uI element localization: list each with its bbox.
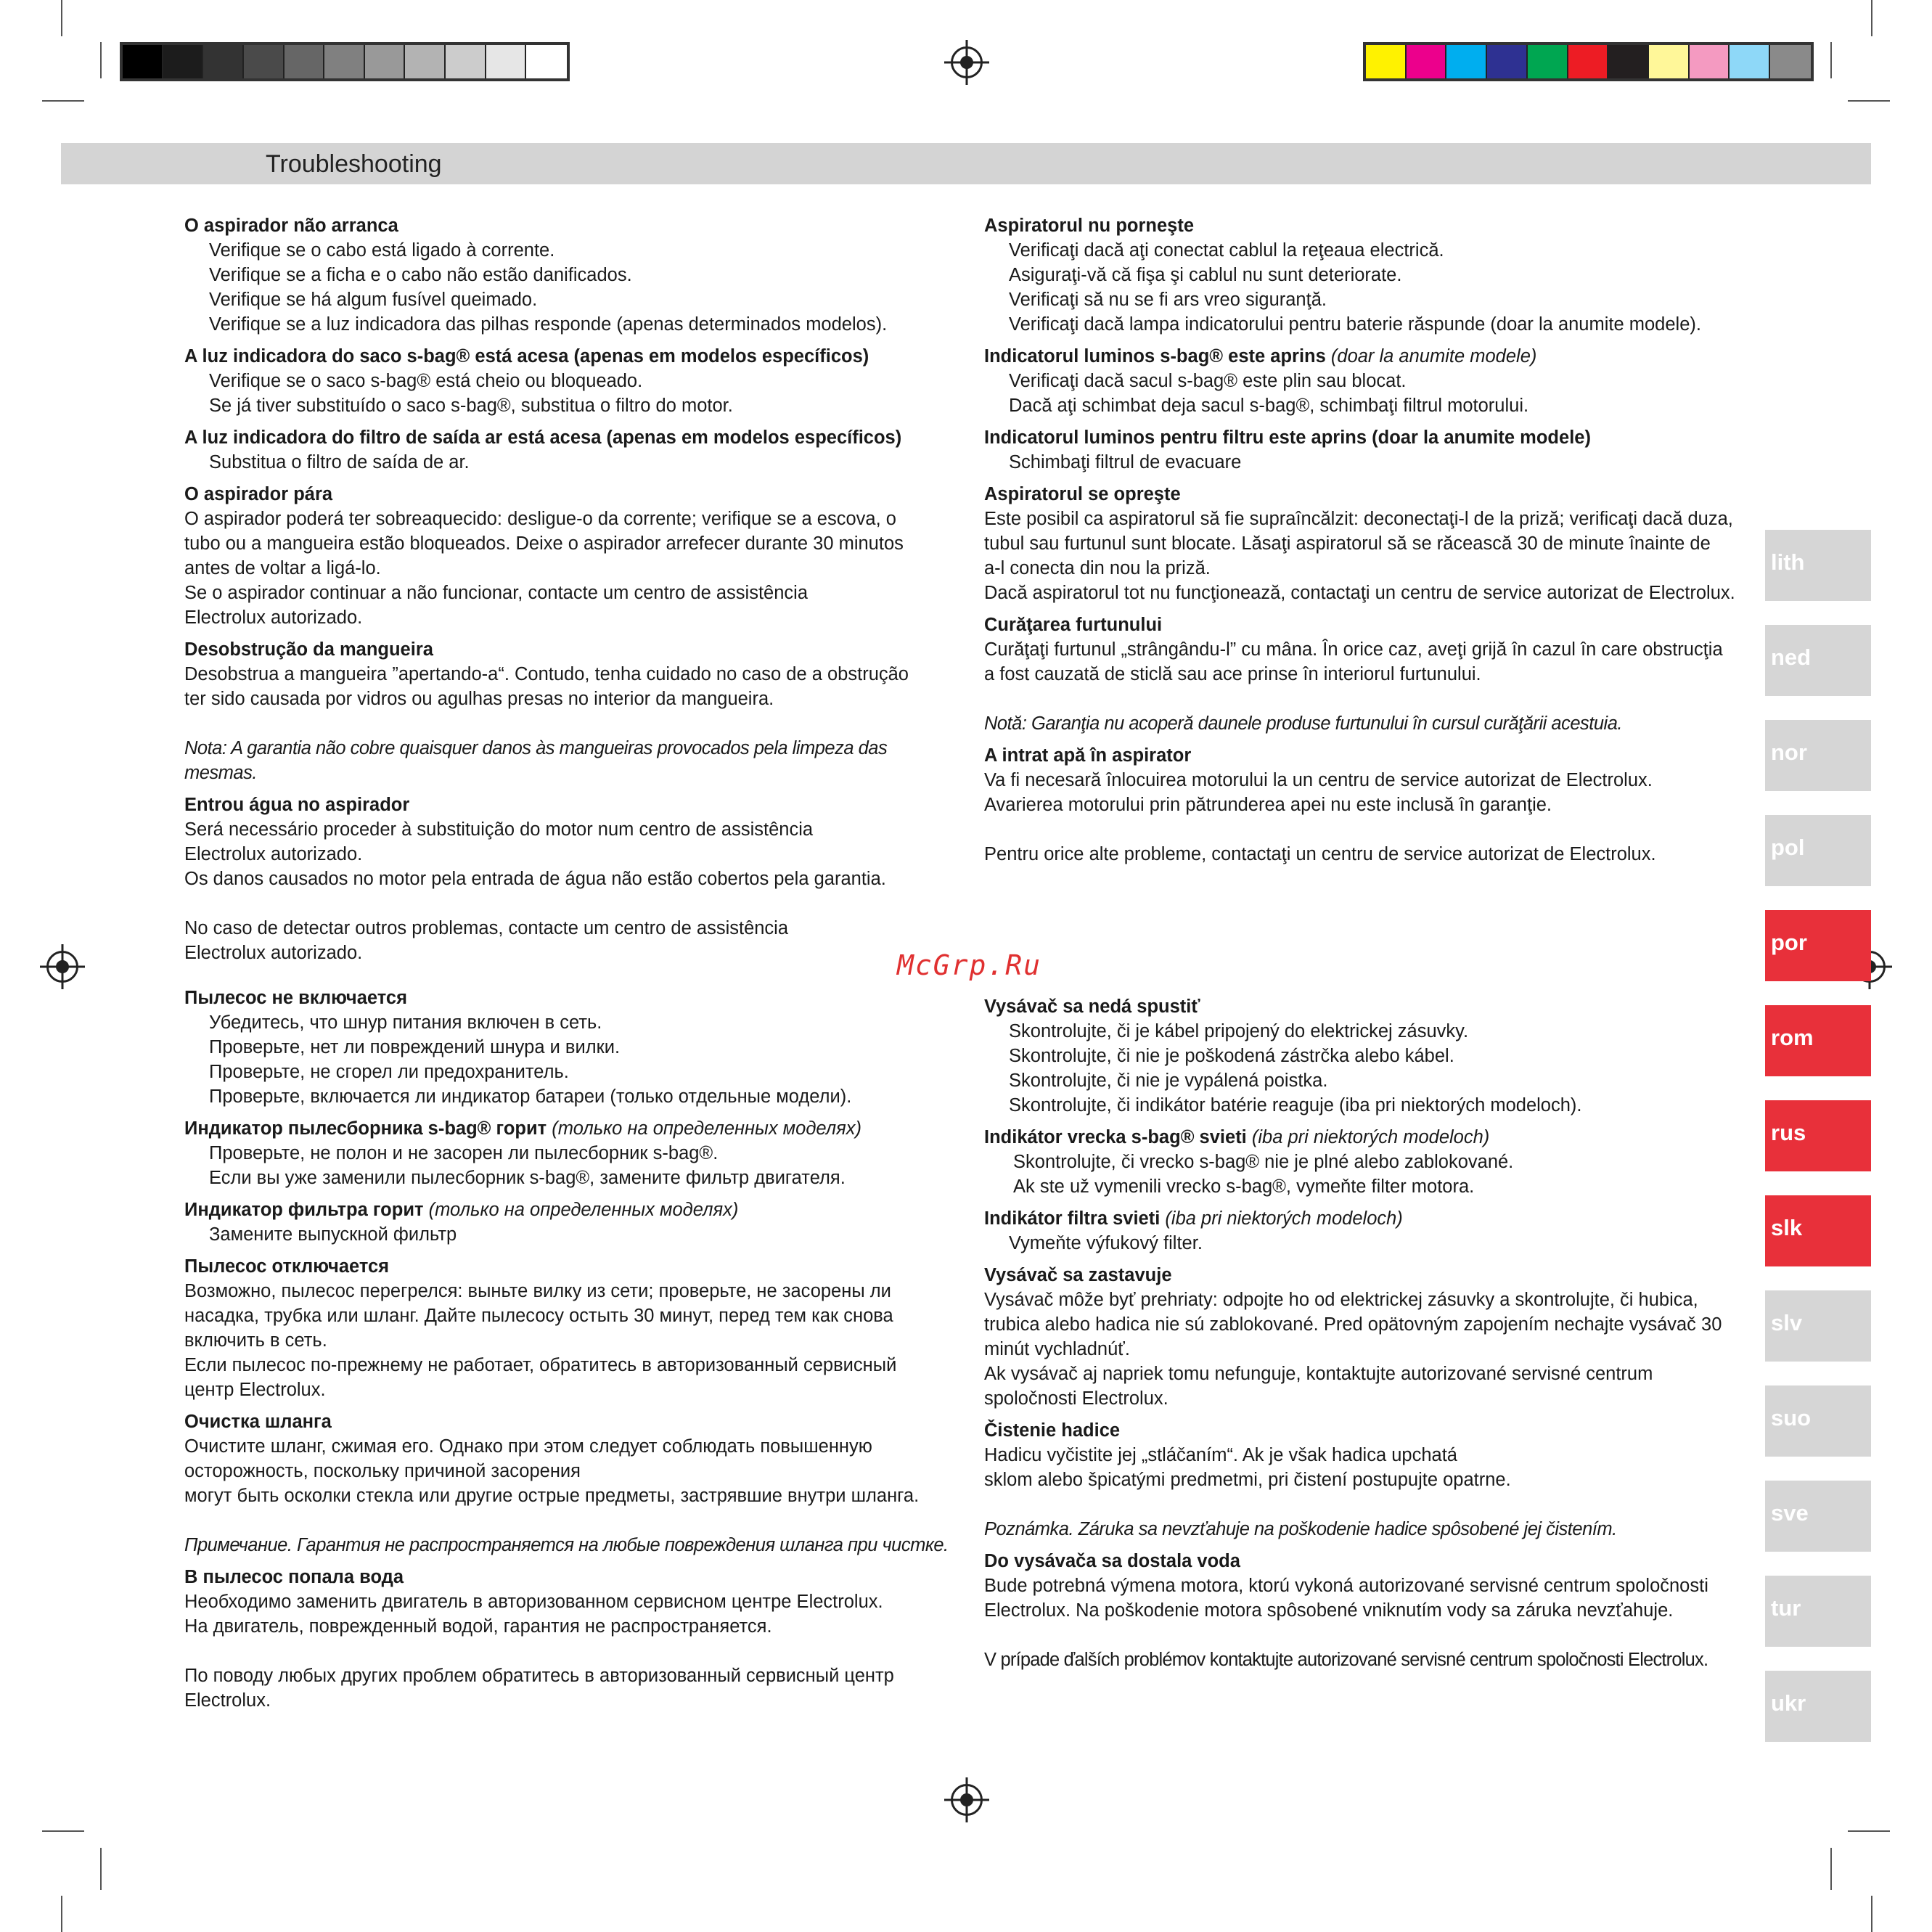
color-swatch xyxy=(446,45,486,78)
color-swatch xyxy=(1528,45,1568,78)
note: Примечание. Гарантия не распространяется на любые повреждения шланга при чистке. xyxy=(184,1535,949,1555)
heading: A luz indicadora do saco s-bag® está acesa (apenas em modelos específicos) xyxy=(184,346,869,367)
heading-qualifier: (doar la anumite modele) xyxy=(1330,346,1537,367)
paragraph-line: осторожность, поскольку причиной засорения xyxy=(184,1461,581,1481)
section-slk xyxy=(984,994,1753,1672)
page-title: Troubleshooting xyxy=(266,150,442,178)
crop-mark xyxy=(42,1830,84,1832)
registration-mark-icon xyxy=(951,46,983,78)
color-swatch xyxy=(1608,45,1649,78)
heading xyxy=(184,1116,954,1141)
list-item: Skontrolujte, či nie je poškodená zástrčka alebo kábel. xyxy=(1009,1046,1454,1066)
process-color-bar xyxy=(1363,42,1814,81)
crop-mark xyxy=(100,1848,102,1890)
tab-sve[interactable]: sve xyxy=(1765,1481,1871,1552)
paragraph-line: центр Electrolux. xyxy=(184,1380,326,1400)
color-swatch xyxy=(1366,45,1407,78)
tab-rus[interactable]: rus xyxy=(1765,1100,1871,1171)
heading: Entrou água no aspirador xyxy=(184,795,410,815)
color-swatch xyxy=(1487,45,1528,78)
watermark: McGrp.Ru xyxy=(897,949,1042,981)
heading-qualifier: (только на определенных моделях) xyxy=(552,1118,862,1139)
list-item: Проверьте, нет ли повреждений шнура и вилки. xyxy=(209,1037,621,1057)
heading: Do vysávača sa dostala voda xyxy=(984,1551,1240,1571)
paragraph-line: Va fi necesară înlocuirea motorului la un centru de service autorizat de Electrolux. xyxy=(984,770,1653,790)
heading: A intrat apă în aspirator xyxy=(984,745,1192,766)
heading-qualifier: (iba pri niektorých modeloch) xyxy=(1165,1208,1403,1229)
list-item: Verifique se o saco s-bag® está cheio ou bloqueado. xyxy=(209,371,643,391)
crop-mark xyxy=(1830,42,1832,78)
list-item: Замените выпускной фильтр xyxy=(209,1224,457,1245)
paragraph-line: ter sido causada por vidros ou agulhas presas no interior da mangueira. xyxy=(184,689,774,709)
paragraph-line: No caso de detectar outros problemas, contacte um centro de assistência xyxy=(184,918,789,938)
list-item: Vymeňte výfukový filter. xyxy=(1009,1233,1203,1253)
heading: Пылесос не включается xyxy=(184,988,407,1008)
paragraph-line: Avarierea motorului prin pătrunderea apei nu este inclusă în garanţie. xyxy=(984,795,1552,815)
paragraph-line: spoločnosti Electrolux. xyxy=(984,1388,1168,1409)
crop-mark xyxy=(1848,1830,1890,1832)
crop-mark xyxy=(1871,1896,1872,1932)
heading: Очистка шланга xyxy=(184,1412,332,1432)
color-swatch xyxy=(203,45,244,78)
heading: Čistenie hadice xyxy=(984,1420,1121,1441)
list-item: Skontrolujte, či je kábel pripojený do elektrickej zásuvky. xyxy=(1009,1021,1469,1041)
paragraph-line: Pentru orice alte probleme, contactaţi un centru de service autorizat de Electrolux. xyxy=(984,844,1656,864)
paragraph-line: V prípade ďalších problémov kontaktujte autorizované servisné centrum spoločnosti Electrolux. xyxy=(984,1650,1708,1670)
color-swatch xyxy=(244,45,285,78)
heading-text: Indikátor filtra svieti xyxy=(984,1208,1161,1229)
list-item: Проверьте, не полон и не засорен ли пылесборник s-bag®. xyxy=(209,1143,719,1163)
tab-tur[interactable]: tur xyxy=(1765,1576,1871,1647)
heading: O aspirador não arranca xyxy=(184,216,398,236)
heading: В пылесос попала вода xyxy=(184,1567,404,1587)
paragraph-line: Vysávač môže byť prehriaty: odpojte ho od elektrickej zásuvky a skontrolujte, či hubica, xyxy=(984,1290,1698,1310)
list-item: Skontrolujte, či indikátor batérie reaguje (iba pri niektorých modeloch). xyxy=(1009,1095,1582,1116)
paragraph-line: a fost cauzată de sticlă sau ace prinse în interiorul furtunului. xyxy=(984,664,1481,684)
color-swatch xyxy=(405,45,446,78)
paragraph-line: Electrolux. xyxy=(184,1690,271,1711)
language-tabs xyxy=(1765,530,1871,1766)
color-swatch xyxy=(1446,45,1487,78)
list-item: Убедитесь, что шнур питания включен в сеть. xyxy=(209,1012,602,1033)
paragraph-line: Необходимо заменить двигатель в авторизованном сервисном центре Electrolux. xyxy=(184,1592,883,1612)
crop-mark xyxy=(61,0,62,36)
paragraph-line: Electrolux autorizado. xyxy=(184,943,363,963)
color-swatch xyxy=(1770,45,1811,78)
paragraph-line: a-l conecta din nou la priză. xyxy=(984,558,1211,578)
list-item: Asiguraţi-vă că fişa şi cablul nu sunt deteriorate. xyxy=(1009,265,1402,285)
section-rom xyxy=(984,213,1753,867)
crop-mark xyxy=(42,100,84,102)
paragraph-line: Bude potrebná výmena motora, ktorú vykoná autorizované servisné centrum spoločnosti xyxy=(984,1576,1708,1596)
heading xyxy=(984,1125,1753,1150)
paragraph-line: sklom alebo špicatými predmetmi, pri čistení postupujte opatrne. xyxy=(984,1470,1511,1490)
list-item: Verificaţi dacă aţi conectat cablul la reţeaua electrică. xyxy=(1009,240,1444,261)
tab-ukr[interactable]: ukr xyxy=(1765,1671,1871,1742)
heading-text: Индикатор фильтра горит xyxy=(184,1200,424,1220)
heading-qualifier: (iba pri niektorých modeloch) xyxy=(1251,1127,1490,1147)
heading: Desobstrução da mangueira xyxy=(184,639,433,660)
color-swatch xyxy=(365,45,406,78)
paragraph-line: Electrolux autorizado. xyxy=(184,844,363,864)
tab-pol[interactable]: pol xyxy=(1765,815,1871,886)
heading: Vysávač sa nedá spustiť xyxy=(984,996,1200,1017)
color-swatch xyxy=(526,45,567,78)
crop-mark xyxy=(1848,100,1890,102)
paragraph-line: Если пылесос по-прежнему не работает, обратитесь в авторизованный сервисный xyxy=(184,1355,897,1375)
heading: O aspirador pára xyxy=(184,484,333,504)
paragraph-line: minút vychladnúť. xyxy=(984,1339,1130,1359)
tab-nor[interactable]: nor xyxy=(1765,720,1871,791)
color-swatch xyxy=(324,45,365,78)
list-item: Verificaţi să nu se fi ars vreo siguranţă. xyxy=(1009,290,1327,310)
paragraph-line: O aspirador poderá ter sobreaquecido: desligue-o da corrente; verifique se a escova, o xyxy=(184,509,896,529)
color-swatch xyxy=(1568,45,1609,78)
note: Notă: Garanţia nu acoperă daunele produse furtunului în cursul curăţării acestuia. xyxy=(984,713,1622,734)
registration-mark-icon xyxy=(46,951,78,983)
color-swatch xyxy=(486,45,527,78)
color-swatch xyxy=(1730,45,1770,78)
heading: Aspiratorul se opreşte xyxy=(984,484,1181,504)
section-header xyxy=(61,143,1871,184)
list-item: Verifique se há algum fusível queimado. xyxy=(209,290,538,310)
color-swatch xyxy=(1690,45,1730,78)
heading xyxy=(184,1198,954,1222)
color-swatch xyxy=(1649,45,1690,78)
list-item: Se já tiver substituído o saco s-bag®, substitua o filtro do motor. xyxy=(209,396,733,416)
section-rus xyxy=(184,986,954,1713)
paragraph-line: Se o aspirador continuar a não funcionar, contacte um centro de assistência xyxy=(184,583,809,603)
paragraph-line: Dacă aspiratorul tot nu funcţionează, contactaţi un centru de service autorizat de Electrolux. xyxy=(984,583,1735,603)
paragraph-line: Curăţaţi furtunul „strângându-l” cu mâna. În orice caz, aveţi grijă în cazul în care obstrucţia xyxy=(984,639,1723,660)
grayscale-color-bar xyxy=(120,42,570,81)
paragraph-line: tubo ou a mangueira estão bloqueados. Deixe o aspirador arrefecer durante 30 minutos xyxy=(184,533,904,554)
list-item: Verificaţi dacă lampa indicatorului pentru baterie răspunde (doar la anumite modele). xyxy=(1009,314,1701,335)
heading: A luz indicadora do filtro de saída ar está acesa (apenas em modelos específicos) xyxy=(184,427,902,448)
note: Nota: A garantia não cobre quaisquer danos às mangueiras provocados pela limpeza das mesmas. xyxy=(184,738,888,783)
list-item: Ak ste už vymenili vrecko s-bag®, vymeňte filter motora. xyxy=(1013,1176,1475,1197)
list-item: Skontrolujte, či vrecko s-bag® nie je plné alebo zablokované. xyxy=(1013,1152,1514,1172)
heading: Indicatorul luminos pentru filtru este aprins (doar la anumite modele) xyxy=(984,427,1591,448)
paragraph-line: насадка, трубка или шланг. Дайте пылесосу остыть 30 минут, перед тем как снова xyxy=(184,1306,893,1326)
note: Poznámka. Záruka sa nevzťahuje na poškodenie hadice spôsobené jej čistením. xyxy=(984,1519,1617,1539)
paragraph-line: Ak vysávač aj napriek tomu nefunguje, kontaktujte autorizované servisné centrum xyxy=(984,1364,1653,1384)
list-item: Проверьте, включается ли индикатор батареи (только отдельные модели). xyxy=(209,1086,852,1107)
heading xyxy=(984,344,1753,369)
paragraph-line: Electrolux. Na poškodenie motora spôsobené vniknutím vody sa záruka nevzťahuje. xyxy=(984,1600,1674,1621)
list-item: Schimbaţi filtrul de evacuare xyxy=(1009,452,1242,472)
paragraph-line: Este posibil ca aspiratorul să fie supraîncălzit: deconectaţi-l de la priză; verificaţi dacă duza, xyxy=(984,509,1733,529)
list-item: Verifique se o cabo está ligado à corrente. xyxy=(209,240,555,261)
tab-por[interactable]: por xyxy=(1765,910,1871,981)
paragraph-line: Os danos causados no motor pela entrada de água não estão cobertos pela garantia. xyxy=(184,869,886,889)
color-swatch xyxy=(285,45,325,78)
crop-mark xyxy=(1871,0,1872,36)
tab-ned[interactable]: ned xyxy=(1765,625,1871,696)
paragraph-line: Electrolux autorizado. xyxy=(184,607,363,628)
list-item: Verifique se a ficha e o cabo não estão danificados. xyxy=(209,265,632,285)
paragraph-line: Очистите шланг, сжимая его. Однако при этом следует соблюдать повышенную xyxy=(184,1436,872,1457)
heading: Пылесос отключается xyxy=(184,1256,390,1277)
paragraph-line: Desobstrua a mangueira ”apertando-a“. Contudo, tenha cuidado no caso de a obstrução xyxy=(184,664,909,684)
paragraph-line: antes de voltar a ligá-lo. xyxy=(184,558,381,578)
heading: Aspiratorul nu porneşte xyxy=(984,216,1195,236)
paragraph-line: Será necessário proceder à substituição do motor num centro de assistência xyxy=(184,819,814,840)
tab-slv[interactable]: slv xyxy=(1765,1290,1871,1362)
color-swatch xyxy=(1407,45,1447,78)
heading-qualifier: (только на определенных моделях) xyxy=(428,1200,739,1220)
paragraph-line: По поводу любых других проблем обратитесь в авторизованный сервисный центр xyxy=(184,1666,894,1686)
list-item: Substitua o filtro de saída de ar. xyxy=(209,452,470,472)
list-item: Если вы уже заменили пылесборник s-bag®, замените фильтр двигателя. xyxy=(209,1168,846,1188)
color-swatch xyxy=(123,45,163,78)
paragraph-line: включить в сеть. xyxy=(184,1330,327,1351)
tab-slk[interactable]: slk xyxy=(1765,1195,1871,1266)
list-item: Skontrolujte, či nie je vypálená poistka. xyxy=(1009,1071,1328,1091)
crop-mark xyxy=(100,42,102,78)
list-item: Dacă aţi schimbat deja sacul s-bag®, schimbaţi filtrul motorului. xyxy=(1009,396,1529,416)
section-por xyxy=(184,213,946,965)
heading-text: Индикатор пылесборника s-bag® горит xyxy=(184,1118,547,1139)
paragraph-line: trubica alebo hadica nie sú zablokované. Pred opätovným zapojením nechajte vysávač 30 xyxy=(984,1314,1722,1335)
heading: Vysávač sa zastavuje xyxy=(984,1265,1172,1285)
paragraph-line: могут быть осколки стекла или другие острые предметы, застрявшие внутри шланга. xyxy=(184,1486,920,1506)
paragraph-line: tubul sau furtunul sunt blocate. Lăsaţi aspiratorul să se răcească 30 de minute înainte de xyxy=(984,533,1711,554)
tab-rom[interactable]: rom xyxy=(1765,1005,1871,1076)
heading: Curăţarea furtunului xyxy=(984,615,1163,635)
list-item: Проверьте, не сгорел ли предохранитель. xyxy=(209,1062,569,1082)
heading xyxy=(984,1206,1753,1231)
color-swatch xyxy=(163,45,204,78)
heading-text: Indikátor vrecka s-bag® svieti xyxy=(984,1127,1247,1147)
paragraph-line: Hadicu vyčistite jej „stláčaním“. Ak je však hadica upchatá xyxy=(984,1445,1457,1465)
paragraph-line: Возможно, пылесос перегрелся: выньте вилку из сети; проверьте, не засорены ли xyxy=(184,1281,891,1301)
crop-mark xyxy=(61,1896,62,1932)
list-item: Verifique se a luz indicadora das pilhas responde (apenas determinados modelos). xyxy=(209,314,888,335)
heading-text: Indicatorul luminos s-bag® este aprins xyxy=(984,346,1326,367)
registration-mark-icon xyxy=(951,1784,983,1816)
list-item: Verificaţi dacă sacul s-bag® este plin sau blocat. xyxy=(1009,371,1407,391)
crop-mark xyxy=(1830,1848,1832,1890)
paragraph-line: На двигатель, поврежденный водой, гарантия не распространяется. xyxy=(184,1616,772,1637)
tab-suo[interactable]: suo xyxy=(1765,1385,1871,1457)
tab-lith[interactable]: lith xyxy=(1765,530,1871,601)
